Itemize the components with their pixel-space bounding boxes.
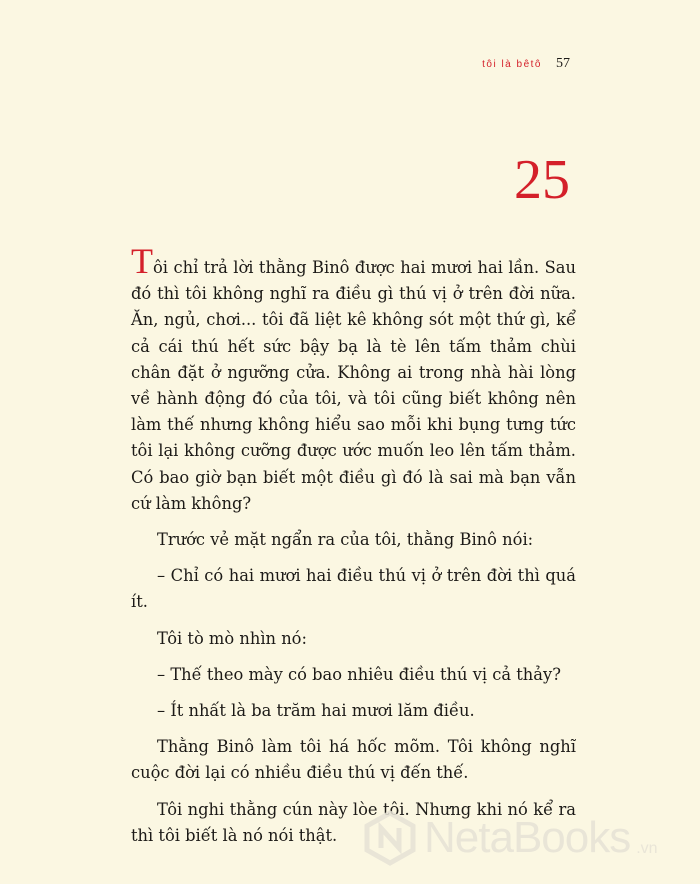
watermark-brand: NetaBooks — [424, 813, 631, 862]
drop-cap: T — [131, 241, 153, 281]
paragraph-1 — [131, 241, 576, 517]
dialogue-line-2: – Thế theo mày có bao nhiêu điều thú vị cả thảy? — [157, 664, 561, 684]
paragraph-8: Tôi nghi thằng cún này lòe tôi. Nhưng khi nó kể ra thì tôi biết là nó nói thật. — [131, 799, 576, 845]
body-text — [131, 241, 576, 849]
watermark-suffix: .vn — [636, 840, 658, 857]
page-number: 57 — [556, 56, 570, 71]
page-header — [482, 56, 570, 72]
running-title: tôi là bêtô — [482, 59, 542, 70]
paragraph-4: Tôi tò mò nhìn nó: — [157, 628, 307, 648]
netabooks-logo-icon — [362, 810, 418, 866]
paragraph-1-text: ôi chỉ trả lời thằng Binô được hai mươi hai lần. Sau đó thì tôi không nghĩ ra điều gì thú vị ở trên đời nữa. Ăn, ngủ, chơi... tôi đã liệt kê không sót một thứ gì, kể cả cái thú hết sức bậy bạ là tè lên tấm thảm chùi chân đặt ở ngưỡng cửa. Không ai trong nhà hài lòng về hành động đó của tôi, và tôi cũng biết không nên làm thế nhưng không hiểu sao mỗi khi bụng tưng tức tôi lại không cưỡng được ước muốn leo lên tấm thảm. Có bao giờ bạn biết một điều gì đó là sai mà bạn vẫn cứ làm không? — [131, 258, 576, 513]
paragraph-7: Thằng Binô làm tôi há hốc mõm. Tôi không nghĩ cuộc đời lại có nhiều điều thú vị đến thế. — [131, 737, 576, 783]
watermark — [362, 810, 658, 866]
paragraph-2: Trước vẻ mặt ngẩn ra của tôi, thằng Binô nói: — [157, 530, 534, 550]
chapter-number: 25 — [514, 149, 570, 211]
dialogue-line-1: – Chỉ có hai mươi hai điều thú vị ở trên đời thì quá ít. — [131, 566, 576, 612]
dialogue-line-3: – Ít nhất là ba trăm hai mươi lăm điều. — [157, 701, 475, 721]
